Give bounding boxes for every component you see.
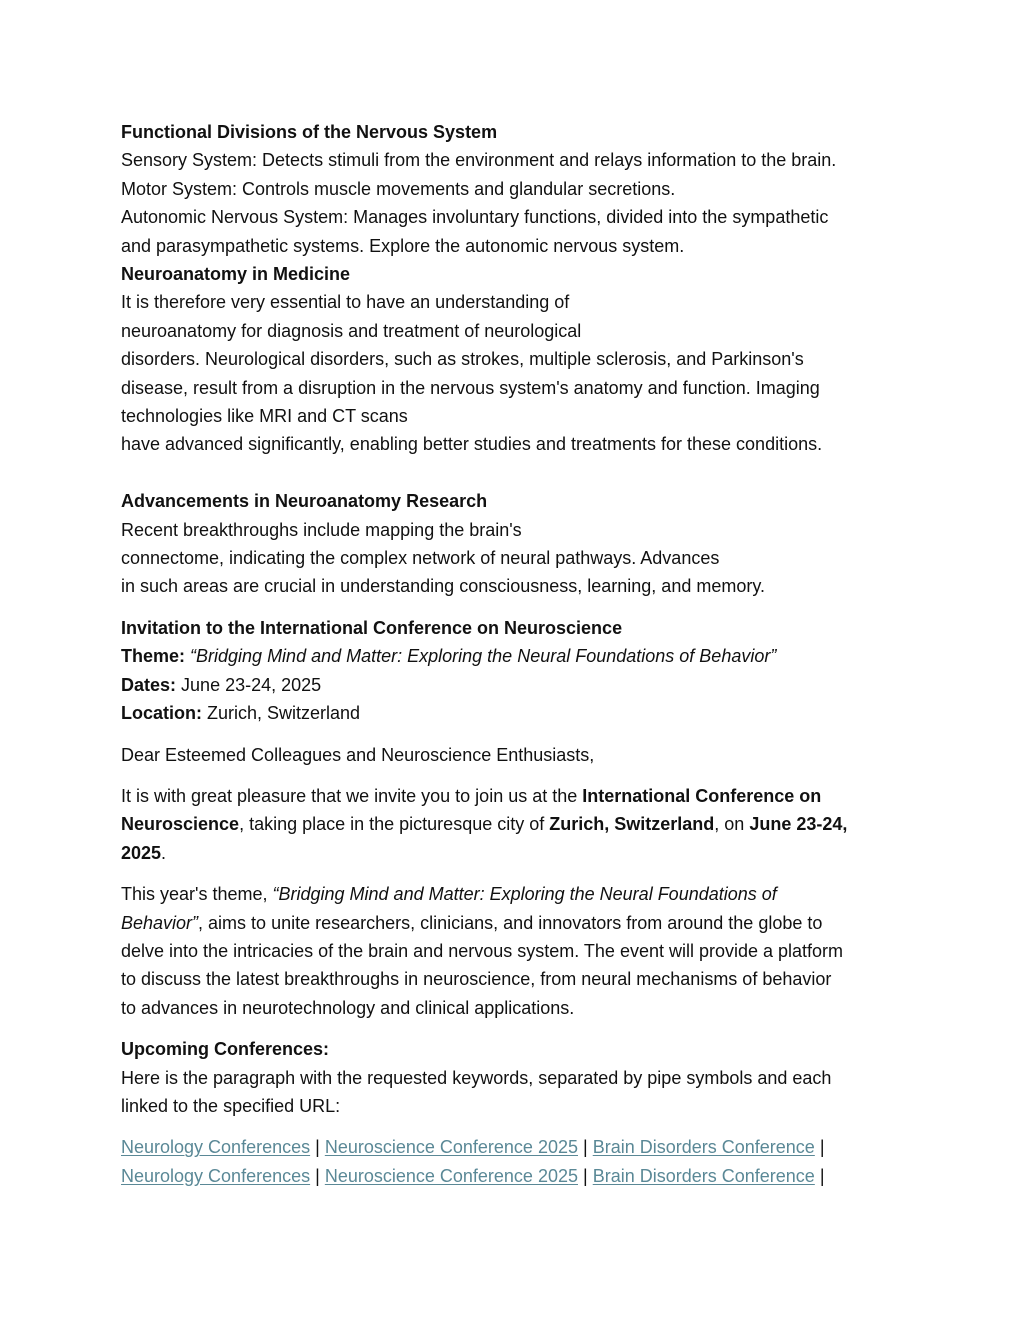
conference-links bbox=[121, 1133, 911, 1190]
blank-line bbox=[121, 459, 911, 487]
conference-city: Zurich, Switzerland bbox=[549, 814, 715, 835]
location-value: Zurich, Switzerland bbox=[207, 703, 361, 724]
greeting: Dear Esteemed Colleagues and Neuroscience Enthusiasts, bbox=[121, 744, 595, 765]
link-brain-disorders-conference[interactable]: Brain Disorders Conference bbox=[592, 1137, 815, 1158]
paragraph-line: and parasympathetic systems. Explore the autonomic nervous system. bbox=[121, 235, 685, 256]
invitation-block bbox=[121, 614, 911, 728]
upcoming-heading: Upcoming Conferences: bbox=[121, 1039, 330, 1060]
document-page bbox=[121, 118, 911, 1190]
link-neurology-conferences[interactable]: Neurology Conferences bbox=[121, 1137, 311, 1158]
paragraph-line bbox=[121, 839, 911, 867]
dates-line bbox=[121, 671, 911, 699]
paragraph-line: Recent breakthroughs include mapping the brain's bbox=[121, 519, 522, 540]
text-run: , on bbox=[714, 814, 750, 835]
invitation-paragraph-1 bbox=[121, 782, 911, 867]
theme-quote: “Bridging Mind and Matter: Exploring the Neural Foundations of bbox=[272, 884, 777, 905]
separator: | bbox=[583, 1165, 588, 1186]
paragraph-line: Here is the paragraph with the requested keywords, separated by pipe symbols and each bbox=[121, 1067, 832, 1088]
paragraph-line: linked to the specified URL: bbox=[121, 1095, 341, 1116]
text-run: This year's theme, bbox=[121, 884, 273, 905]
separator: | bbox=[819, 1165, 825, 1186]
theme-label: Theme: bbox=[121, 646, 186, 667]
paragraph-line: connectome, indicating the complex network of neural pathways. Advances bbox=[121, 548, 720, 569]
separator: | bbox=[583, 1137, 588, 1158]
paragraph-line: to discuss the latest breakthroughs in neuroscience, from neural mechanisms of behavior bbox=[121, 969, 832, 990]
text-run: It is with great pleasure that we invite you to join us at the bbox=[121, 785, 583, 806]
dates-label: Dates: bbox=[121, 674, 177, 695]
location-label: Location: bbox=[121, 703, 202, 724]
separator: | bbox=[819, 1137, 825, 1158]
conference-name-cont: Neuroscience bbox=[121, 814, 240, 835]
conference-dates: June 23-24, bbox=[749, 814, 848, 835]
paragraph-line: Sensory System: Detects stimuli from the environment and relays information to the brain. bbox=[121, 150, 837, 171]
theme-quote-cont: Behavior” bbox=[121, 912, 199, 933]
text-run: . bbox=[161, 842, 167, 863]
paragraph-line: delve into the intricacies of the brain and nervous system. The event will provide a platform bbox=[121, 940, 844, 961]
dates-value: June 23-24, 2025 bbox=[181, 674, 322, 695]
paragraph-line bbox=[121, 880, 911, 908]
separator: | bbox=[315, 1137, 320, 1158]
paragraph-line bbox=[121, 810, 911, 838]
section-heading-functional-divisions: Functional Divisions of the Nervous System bbox=[121, 122, 498, 142]
invitation-paragraph-2 bbox=[121, 880, 911, 1022]
invitation-heading: Invitation to the International Conference on Neuroscience bbox=[121, 617, 623, 638]
upcoming-block bbox=[121, 1035, 911, 1120]
link-row bbox=[121, 1162, 911, 1190]
section-heading-advancements: Advancements in Neuroanatomy Research bbox=[121, 491, 488, 512]
link-neuroscience-conference-2025[interactable]: Neuroscience Conference 2025 bbox=[324, 1165, 578, 1186]
paragraph-line: to advances in neurotechnology and clinical applications. bbox=[121, 997, 575, 1018]
separator: | bbox=[315, 1165, 320, 1186]
paragraph-line: It is therefore very essential to have an understanding of bbox=[121, 292, 570, 313]
section-heading-neuroanatomy-medicine: Neuroanatomy in Medicine bbox=[121, 264, 351, 285]
link-brain-disorders-conference[interactable]: Brain Disorders Conference bbox=[592, 1165, 815, 1186]
paragraph-line: in such areas are crucial in understanding consciousness, learning, and memory. bbox=[121, 576, 766, 597]
conference-name: International Conference on bbox=[582, 785, 822, 806]
link-row bbox=[121, 1133, 911, 1161]
paragraph-line: technologies like MRI and CT scans bbox=[121, 406, 408, 427]
paragraph-line bbox=[121, 782, 911, 810]
paragraph-line: disease, result from a disruption in the nervous system's anatomy and function. Imaging bbox=[121, 377, 820, 398]
theme-value: “Bridging Mind and Matter: Exploring the Neural Foundations of Behavior” bbox=[190, 646, 777, 667]
paragraph-line bbox=[121, 909, 911, 937]
paragraph-line: disorders. Neurological disorders, such as strokes, multiple sclerosis, and Parkinson's bbox=[121, 349, 804, 370]
paragraph-line: neuroanatomy for diagnosis and treatment of neurological bbox=[121, 320, 582, 341]
text-run: , taking place in the picturesque city of bbox=[239, 814, 550, 835]
location-line bbox=[121, 699, 911, 727]
paragraph-line: Motor System: Controls muscle movements and glandular secretions. bbox=[121, 178, 676, 199]
theme-line bbox=[121, 642, 911, 670]
paragraph-line: Autonomic Nervous System: Manages involuntary functions, divided into the sympathetic bbox=[121, 207, 829, 228]
text-run: , aims to unite researchers, clinicians, and innovators from around the globe to bbox=[198, 912, 823, 933]
paragraph-line: have advanced significantly, enabling better studies and treatments for these conditions. bbox=[121, 434, 823, 455]
link-neurology-conferences[interactable]: Neurology Conferences bbox=[121, 1165, 311, 1186]
link-neuroscience-conference-2025[interactable]: Neuroscience Conference 2025 bbox=[324, 1137, 578, 1158]
greeting-paragraph bbox=[121, 741, 911, 769]
conference-year: 2025 bbox=[121, 842, 162, 863]
